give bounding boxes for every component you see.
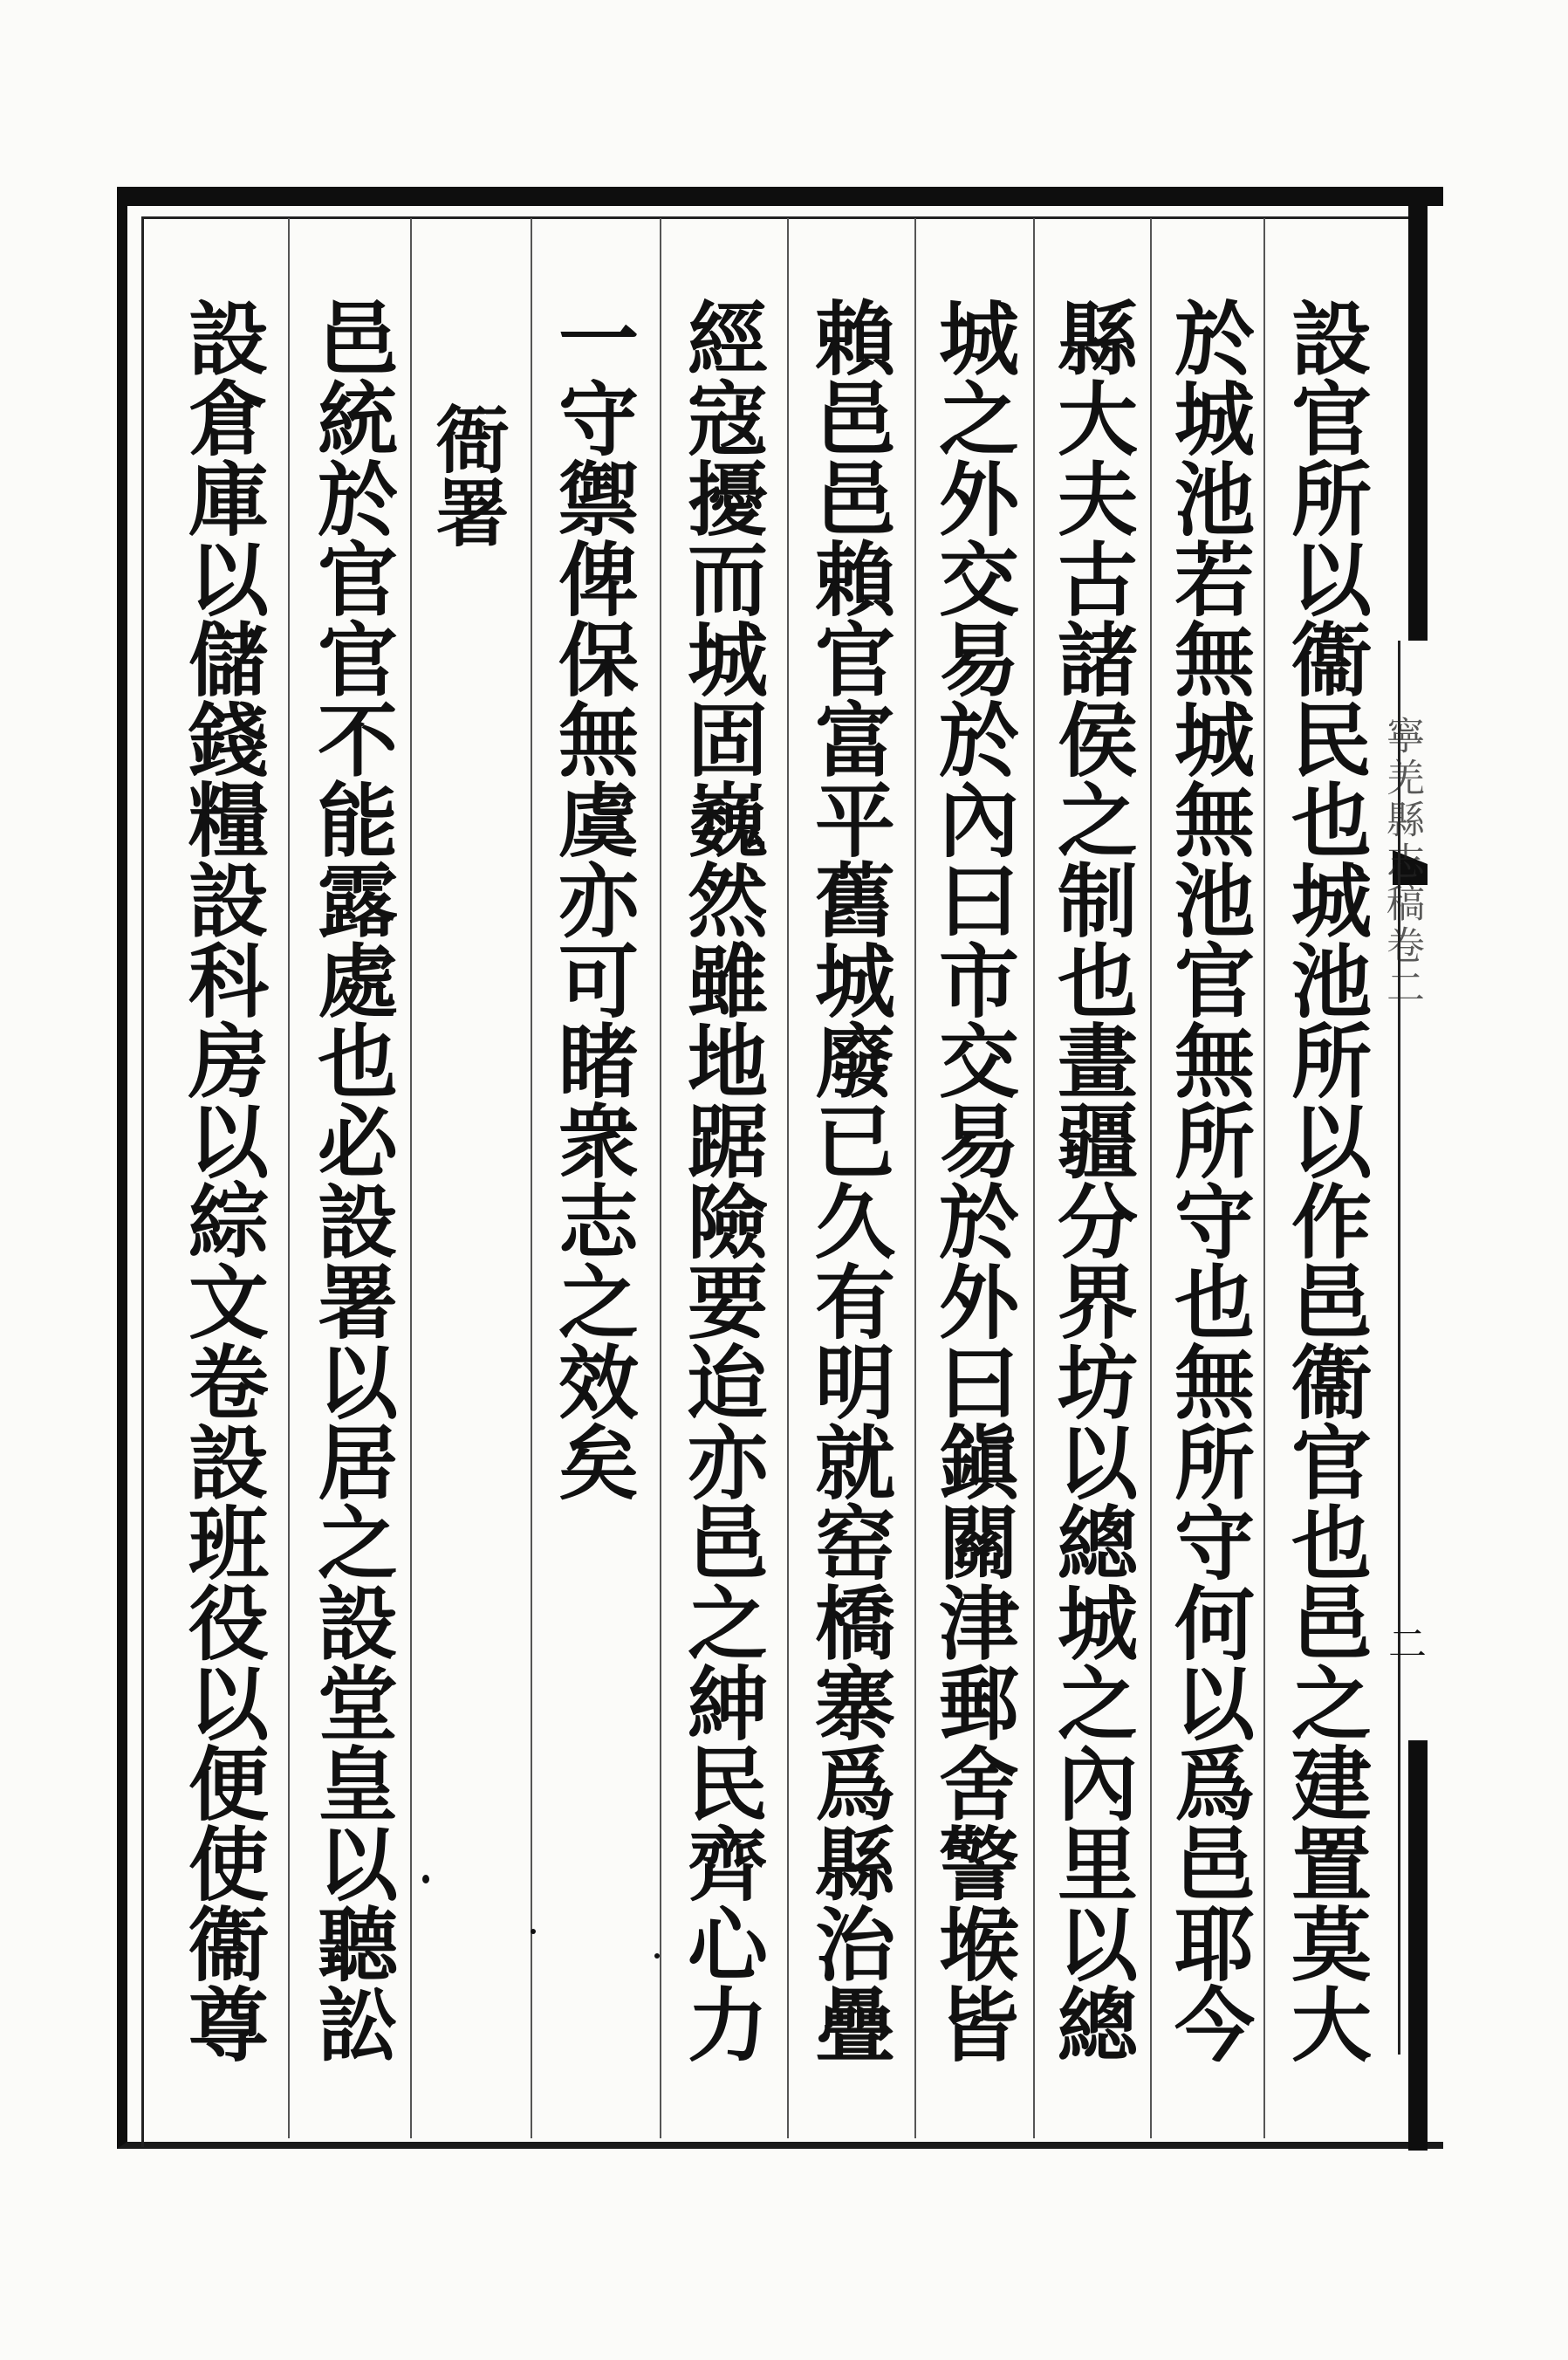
text-column: 縣大夫古諸侯之制也畫疆分界坊以總城之內里以總	[1044, 297, 1139, 2063]
text-column: 於城池若無城無池官無所守也無所守何以爲邑耶今	[1161, 297, 1256, 2063]
column-rule	[914, 218, 916, 2138]
upper-black-band	[1408, 187, 1428, 641]
column-rule	[1033, 218, 1035, 2138]
column-rule	[660, 218, 661, 2138]
ink-speck	[422, 1875, 429, 1883]
column-rule	[787, 218, 789, 2138]
column-rule	[531, 218, 532, 2138]
ink-speck	[531, 1929, 536, 1934]
column-rule	[1263, 218, 1265, 2138]
column-rule	[288, 218, 290, 2138]
section-heading: 衙署	[424, 401, 510, 548]
text-column: 設官所以衞民也城池所以作邑衞官也邑之建置莫大	[1278, 297, 1373, 2063]
page-number: 二	[1381, 1623, 1426, 1662]
column-rule	[1150, 218, 1152, 2138]
text-column: 一守禦俾保無虞亦可睹衆志之效矣	[545, 297, 640, 1501]
text-column: 城之外交易於內曰市交易於外曰鎭關津郵舍警堠皆	[926, 297, 1020, 2063]
text-column: 經寇擾而城固巍然雖地踞險要迨亦邑之紳民齊心力	[674, 297, 769, 2063]
ink-speck	[654, 1953, 660, 1959]
text-column: 賴邑邑賴官富平舊城廢已久有明就窑橋寨爲縣治疊	[802, 297, 896, 2063]
text-column: 邑統於官官不能露處也必設署以居之設堂皇以聽訟	[305, 297, 399, 2063]
page-center-band	[1380, 187, 1428, 2156]
lower-black-band	[1408, 1740, 1428, 2151]
text-column: 設倉庫以儲錢糧設科房以綜文卷設班役以便使衞尊	[175, 297, 270, 2063]
volume-title: 寧羌縣志稿卷二	[1380, 716, 1424, 1009]
column-rule	[410, 218, 412, 2138]
